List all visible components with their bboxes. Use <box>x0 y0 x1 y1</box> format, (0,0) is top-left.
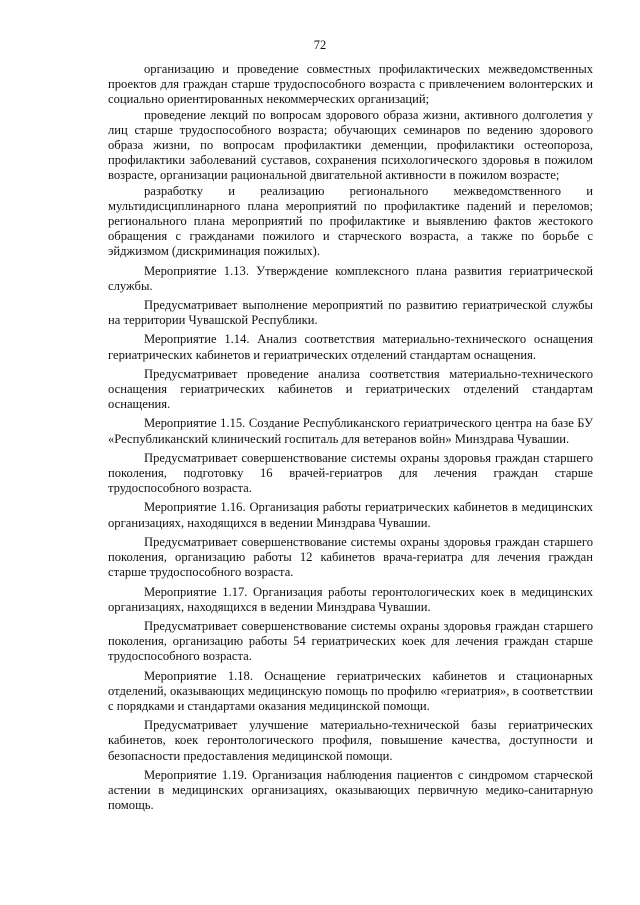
paragraph-6: Мероприятие 1.14. Анализ соответствия материально-технического оснащения гериатрических кабинетов и гериатрических отделений стандартам оснащения. <box>108 332 593 362</box>
paragraph-11: Предусматривает совершенствование системы охраны здоровья граждан старшего поколения, организацию работы 12 кабинетов врача-гериатра для лечения граждан старше трудоспособного возраста. <box>108 534 593 580</box>
paragraph-4: Мероприятие 1.13. Утверждение комплексного плана развития гериатрической службы. <box>108 263 593 293</box>
page-number: 72 <box>313 38 327 52</box>
paragraph-10: Мероприятие 1.16. Организация работы гериатрических кабинетов в медицинских организациях, находящихся в ведении Минздрава Чувашии. <box>108 500 593 530</box>
paragraph-7: Предусматривает проведение анализа соответствия материально-технического оснащения гериатрических кабинетов и гериатрических отделений стандартам оснащения. <box>108 366 593 412</box>
paragraph-16: Мероприятие 1.19. Организация наблюдения пациентов с синдромом старческой астении в медицинских организациях, оказывающих первичную медико-санитарную помощь. <box>108 767 593 813</box>
paragraph-15: Предусматривает улучшение материально-технической базы гериатрических кабинетов, коек геронтологического профиля, повышение качества, доступности и безопасности предоставления медицинской помощи. <box>108 718 593 763</box>
paragraph-9: Предусматривает совершенствование системы охраны здоровья граждан старшего поколения, подготовку 16 врачей-гериатров для лечения граждан старше трудоспособного возраста. <box>108 450 593 496</box>
paragraph-13: Предусматривает совершенствование системы охраны здоровья граждан старшего поколения, организацию работы 54 гериатрических коек для лечения граждан старше трудоспособного возраста. <box>108 618 593 664</box>
paragraph-2: проведение лекций по вопросам здорового образа жизни, активного долголетия у лиц старше трудоспособного возраста; обучающих семинаров по ведению здорового образа жизни, по вопросам профилактики деменции, профилактики остеопороза, профилактики заболеваний суставов, сохранения психологического здоровья в пожилом возрасте, организации рациональной двигательной активности в пожилом возрасте; <box>108 107 593 183</box>
paragraph-3: разработку и реализацию регионального межведомственного и мультидисциплинарного плана мероприятий по профилактике падений и переломов; регионального плана мероприятий по профилактике и выявлению фактов жестокого обращения с гражданами пожилого и старческого возраста, а также по борьбе с эйджизмом (дискриминация пожилых). <box>108 183 593 259</box>
paragraph-14: Мероприятие 1.18. Оснащение гериатрических кабинетов и стационарных отделений, оказывающих медицинскую помощь по профилю «гериатрия», в соответствии с порядками и стандартами оказания медицинской помощи. <box>108 668 593 713</box>
paragraph-5: Предусматривает выполнение мероприятий по развитию гериатрической службы на территории Чувашской Республики. <box>108 298 593 328</box>
paragraph-8: Мероприятие 1.15. Создание Республиканского гериатрического центра на базе БУ «Республиканский клинический госпиталь для ветеранов войн» Минздрава Чувашии. <box>108 416 593 446</box>
paragraph-1: организацию и проведение совместных профилактических межведомственных проектов для граждан старше трудоспособного возраста с привлечением волонтерских и социально ориентированных некоммерческих организаций; <box>108 62 593 107</box>
paragraph-12: Мероприятие 1.17. Организация работы геронтологических коек в медицинских организациях, находящихся в ведении Минздрава Чувашии. <box>108 584 593 614</box>
document-body <box>108 62 593 813</box>
